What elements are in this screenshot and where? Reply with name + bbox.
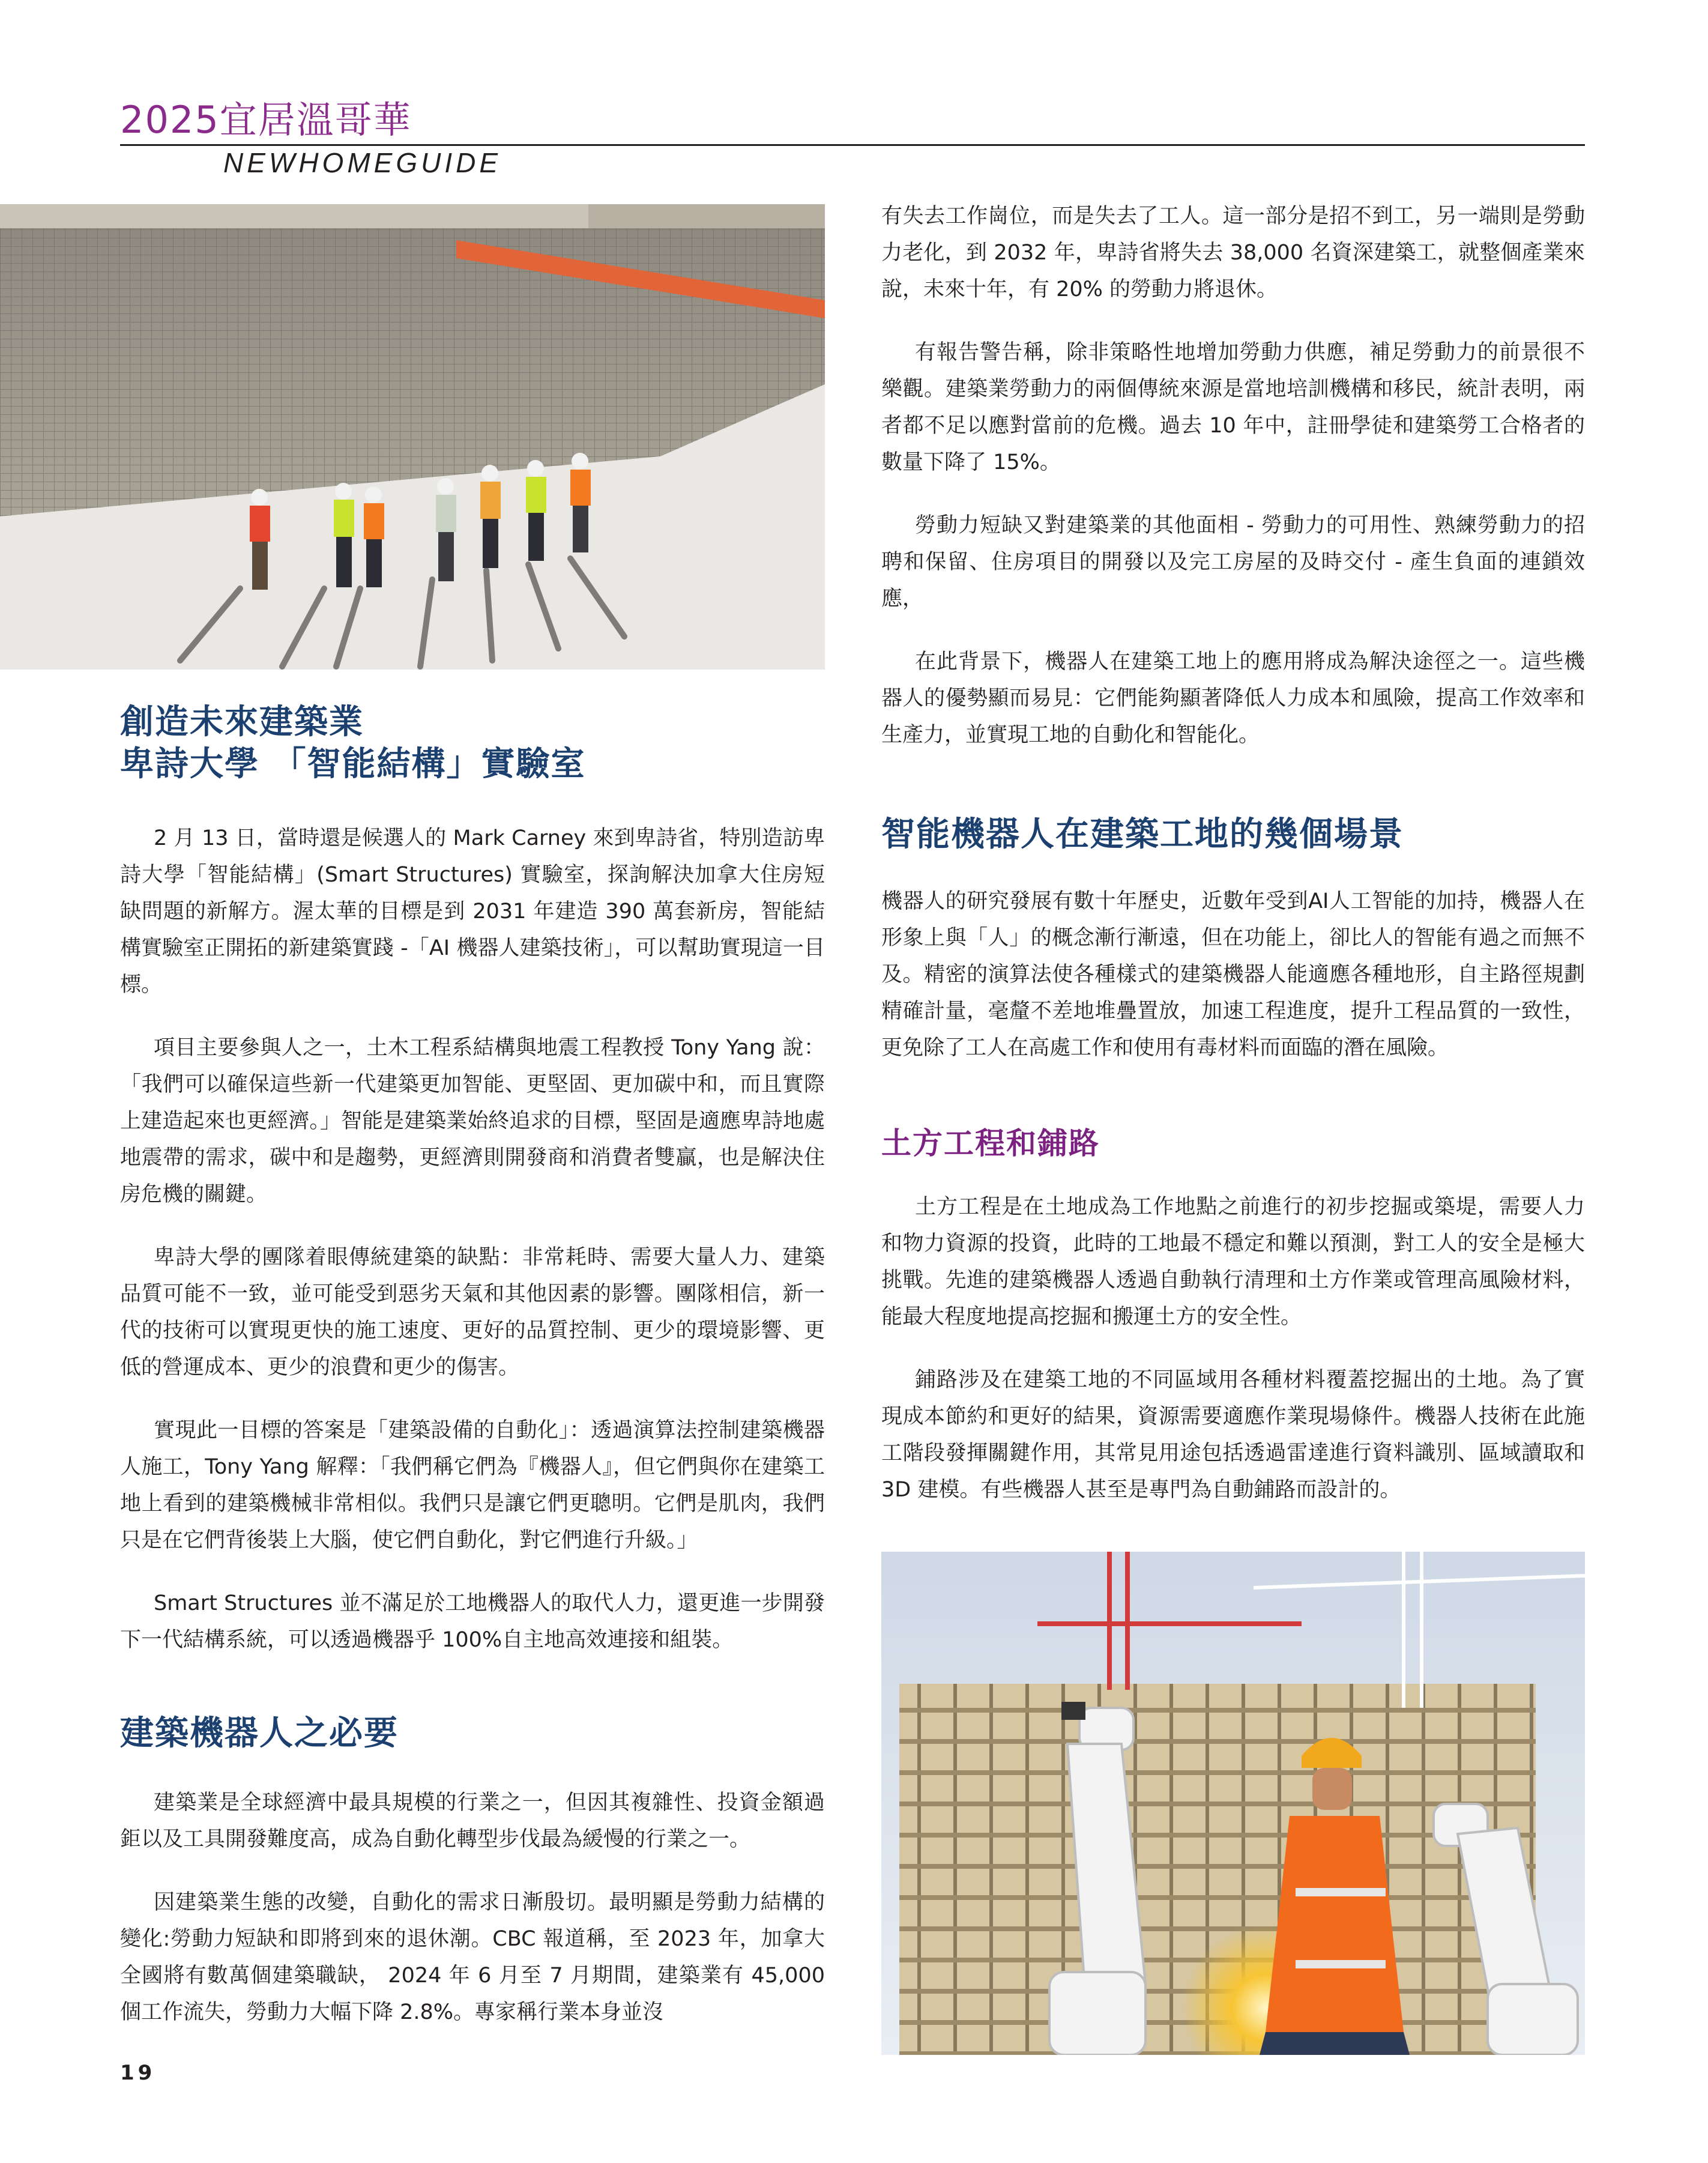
paragraph: 2 月 13 日，當時還是候選人的 Mark Carney 來到卑詩省，特別造訪卑詩大學「智能結構」(Smart Structures) 實驗室，探詢解決加拿大住房短缺問題的新解方。渥太華的目標是到 2031 年建造 390 萬套新房，智能結構實驗室正開拓的新建築實踐 -「AI 機器人建築技術」，可以幫助實現這一目標。 (120, 826, 825, 997)
left-column (120, 701, 825, 2057)
paragraph: Smart Structures 並不滿足於工地機器人的取代人力，還更進一步開發下一代結構系統，可以透過機器乎 100%自主地高效連接和組裝。 (120, 1591, 825, 1652)
section-title: 建築機器人之必要 (120, 1714, 399, 1753)
construction-workers-photo (0, 204, 825, 670)
paragraph: 卑詩大學的團隊着眼傳統建築的缺點：非常耗時、需要大量人力、建築品質可能不一致，並可能受到惡劣天氣和其他因素的影響。團隊相信，新一代的技術可以實現更快的施工速度、更好的品質控制、更少的環境影響、更低的營運成本、更少的浪費和更少的傷害。 (120, 1245, 825, 1379)
paragraph: 實現此一目標的答案是「建築設備的自動化」：透過演算法控制建築機器人施工，Tony Yang 解釋：「我們稱它們為『機器人』，但它們與你在建築工地上看到的建築機械非常相似。我們只是讓它們更聰明。它們是肌肉，我們只是在它們背後裝上大腦，使它們自動化，對它們進行升級。」 (120, 1418, 825, 1552)
paragraph: 鋪路涉及在建築工地的不同區域用各種材料覆蓋挖掘出的土地。為了實現成本節約和更好的結果，資源需要適應作業現場條件。機器人技術在此施工階段發揮關鍵作用，其常見用途包括透過雷達進行資料識別、區域讀取和 3D 建模。有些機器人甚至是專門為自動鋪路而設計的。 (881, 1368, 1585, 1502)
paragraph: 項目主要參與人之一，土木工程系結構與地震工程教授 Tony Yang 說：「我們可以確保這些新一代建築更加智能、更堅固、更加碳中和，而且實際上建造起來也更經濟。」智能是建築業始終追求的目標，堅固是適應卑詩地處地震帶的需求，碳中和是趨勢，更經濟則開發商和消費者雙贏，也是解決住房危機的關鍵。 (120, 1036, 825, 1206)
section-title: 智能機器人在建築工地的幾個場景 (881, 815, 1404, 854)
magazine-title: 2025宜居溫哥華 (120, 98, 412, 142)
magazine-subtitle: NEWHOMEGUIDE (223, 147, 501, 178)
paragraph: 在此背景下，機器人在建築工地上的應用將成為解決途徑之一。這些機器人的優勢顯而易見：它們能夠顯著降低人力成本和風險，提高工作效率和生產力，並實現工地的自動化和智能化。 (881, 650, 1585, 747)
subsection-title: 土方工程和鋪路 (881, 1126, 1100, 1161)
article-title-line1: 創造未來建築業 (120, 703, 364, 742)
article-title (120, 701, 825, 785)
paragraph: 勞動力短缺又對建築業的其他面相 - 勞動力的可用性、熟練勞動力的招聘和保留、住房項目的開發以及完工房屋的及時交付 - 產生負面的連鎖效應， (881, 513, 1585, 611)
paragraph: 有失去工作崗位，而是失去了工人。這一部分是招不到工，另一端則是勞動力老化，到 2032 年，卑詩省將失去 38,000 名資深建築工，就整個產業來說，未來十年，有 20% 的勞動力將退休。 (881, 204, 1585, 301)
paragraph: 機器人的研究發展有數十年歷史，近數年受到AI人工智能的加持，機器人在形象上與「人」的概念漸行漸遠，但在功能上，卻比人的智能有過之而無不及。精密的演算法使各種樣式的建築機器人能適應各種地形，自主路徑規劃精確計量，毫釐不差地堆疊置放，加速工程進度，提升工程品質的一致性，更免除了工人在高處工作和使用有毒材料而面臨的潛在風險。 (881, 889, 1585, 1060)
robot-construction-photo (881, 1552, 1585, 2055)
right-column (881, 198, 1585, 1535)
paragraph: 因建築業生態的改變，自動化的需求日漸殷切。最明顯是勞動力結構的變化:勞動力短缺和即將到來的退休潮。CBC 報道稱，至 2023 年，加拿大全國將有數萬個建築職缺， 2024 年 6 月至 7 月期間，建築業有 45,000 個工作流失，勞動力大幅下降 2.8%。專家稱行業本身並沒 (120, 1890, 825, 2024)
paragraph: 建築業是全球經濟中最具規模的行業之一，但因其複雜性、投資金額過鉅以及工具開發難度高，成為自動化轉型步伐最為緩慢的行業之一。 (120, 1791, 825, 1851)
article-title-line2: 卑詩大學 「智能結構」實驗室 (120, 745, 586, 784)
paragraph: 土方工程是在土地成為工作地點之前進行的初步挖掘或築堤，需要人力和物力資源的投資，此時的工地最不穩定和難以預測，對工人的安全是極大挑戰。先進的建築機器人透過自動執行清理和土方作業或管理高風險材料，能最大程度地提高挖掘和搬運土方的安全性。 (881, 1195, 1585, 1329)
page-number: 19 (120, 2061, 156, 2085)
paragraph: 有報告警告稱，除非策略性地增加勞動力供應，補足勞動力的前景很不樂觀。建築業勞動力的兩個傳統來源是當地培訓機構和移民，統計表明，兩者都不足以應對當前的危機。過去 10 年中，註冊學徒和建築勞工合格者的數量下降了 15%。 (881, 340, 1585, 474)
